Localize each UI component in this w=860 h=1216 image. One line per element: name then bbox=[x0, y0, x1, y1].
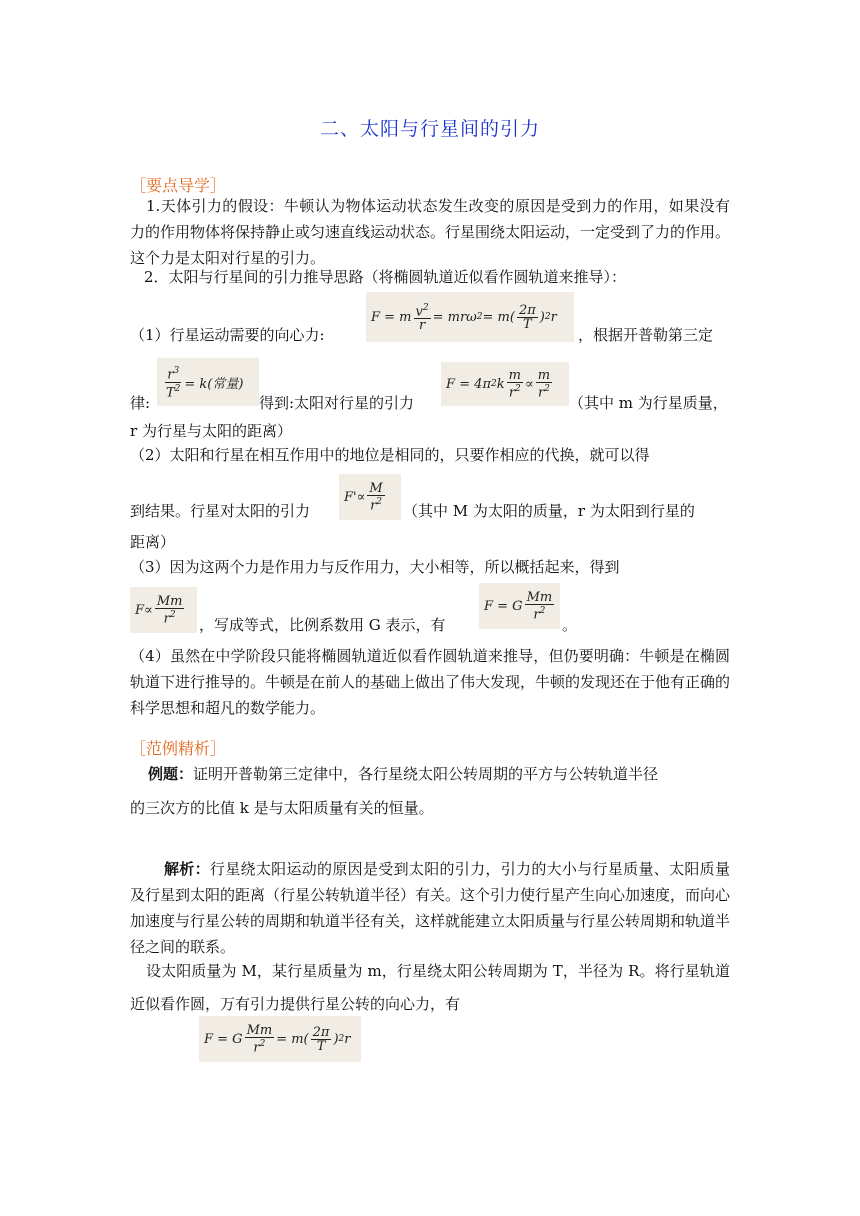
paragraph-centripetal-force: （1）行星运动需要的向心力: bbox=[130, 326, 325, 344]
solution-text: 行星绕太阳运动的原因是受到太阳的引力，引力的大小与行星质量、太阳质量及行星到太阳的距离（行星公转轨道半径）有关。这个引力使行星产生向心加速度，而向心加速度与行星公转的周期和轨道半径有关，这样就能建立太阳质量与行星公转周期和轨道半径之间的联系。 bbox=[130, 860, 731, 956]
page-title: 二、太阳与行星间的引力 bbox=[319, 118, 540, 140]
example-label: 例题： bbox=[148, 765, 194, 783]
text-equation-form: ，写成等式，比例系数用 G 表示，有 bbox=[199, 616, 446, 634]
text-planet-force-on-sun: 到结果。行星对太阳的引力 bbox=[130, 502, 311, 520]
formula-force-proportional: F∝ $\frac{Mm}{r^2}$ bbox=[130, 587, 197, 633]
example-question bbox=[148, 763, 658, 784]
formula-kepler-third-law: $\frac{r^3}{T^2}$ = k(常量) bbox=[157, 358, 259, 406]
paragraph-mutual-role: （2）太阳和行星在相互作用中的地位是相同的，只要作相应的代换，就可以得 bbox=[130, 446, 650, 464]
section-heading-key-points: ［要点导学］ bbox=[130, 176, 227, 195]
text-planet-mass-note: （其中 m 为行星质量， bbox=[569, 394, 728, 412]
section-heading-examples: ［范例精析］ bbox=[130, 739, 227, 758]
paragraph-derivation-idea: 2．太阳与行星间的引力推导思路（将椭圆轨道近似看作圆轨道来推导）： bbox=[144, 268, 627, 286]
text-sun-force-on-planet: 得到:太阳对行星的引力 bbox=[259, 394, 415, 412]
text-period: 。 bbox=[562, 616, 578, 634]
formula-sun-force-proportional: F = 4π 2 k $\frac{m}{r^2}$ ∝ $\frac{m}{r^2}$ bbox=[441, 362, 569, 406]
solution-label: 解析： bbox=[164, 860, 210, 878]
text-distance: 距离） bbox=[130, 533, 176, 551]
text-distance-note: r 为行星与太阳的距离） bbox=[130, 422, 292, 440]
paragraph-action-reaction: （3）因为这两个力是作用力与反作用力，大小相等，所以概括起来，得到 bbox=[130, 558, 620, 576]
text-sun-mass-note: （其中 M 为太阳的质量，r 为太阳到行星的 bbox=[403, 502, 695, 520]
paragraph-setup: 设太阳质量为 M，某行星质量为 m，行星绕太阳公转周期为 T，半径为 R。将行星轨道近似看作圆，万有引力提供行星公转的向心力，有 bbox=[130, 962, 730, 1013]
text-kepler-third-law-prefix: ，根据开普勒第三定 bbox=[578, 326, 714, 344]
formula-universal-gravitation: F = G $\frac{Mm}{r^2}$ bbox=[479, 583, 560, 629]
example-question-continued: 的三次方的比值 k 是与太阳质量有关的恒量。 bbox=[130, 799, 434, 817]
example-text: 证明开普勒第三定律中，各行星绕太阳公转周期的平方与公转轨道半径 bbox=[193, 765, 659, 783]
formula-gravity-centripetal-equation: F = G $\frac{Mm}{r^2}$ = m( $\frac{2\pi}{T}$ ) 2 r bbox=[199, 1016, 361, 1062]
paragraph-newton-derivation: （4）虽然在中学阶段只能将椭圆轨道近似看作圆轨道来推导，但仍要明确：牛顿是在椭圆轨道下进行推导的。牛顿是在前人的基础上做出了伟大发现，牛顿的发现还在于他有正确的科学思想和超凡的数学能力。 bbox=[130, 647, 731, 717]
formula-centripetal-force: F = m $\frac{v^2}{r}$ = mrω 2 = m( $\frac{2\pi}{T}$ ) 2 r bbox=[366, 292, 574, 342]
formula-planet-force-proportional: F'∝ $\frac{M}{r^2}$ bbox=[339, 474, 401, 520]
solution-paragraph bbox=[130, 856, 730, 960]
paragraph-gravity-assumption: 1.天体引力的假设：牛顿认为物体运动状态发生改变的原因是受到力的作用，如果没有力的作用物体将保持静止或匀速直线运动状态。行星围绕太阳运动，一定受到了力的作用。这个力是太阳对行星的引力。 bbox=[130, 197, 731, 267]
text-law: 律: bbox=[130, 394, 151, 412]
